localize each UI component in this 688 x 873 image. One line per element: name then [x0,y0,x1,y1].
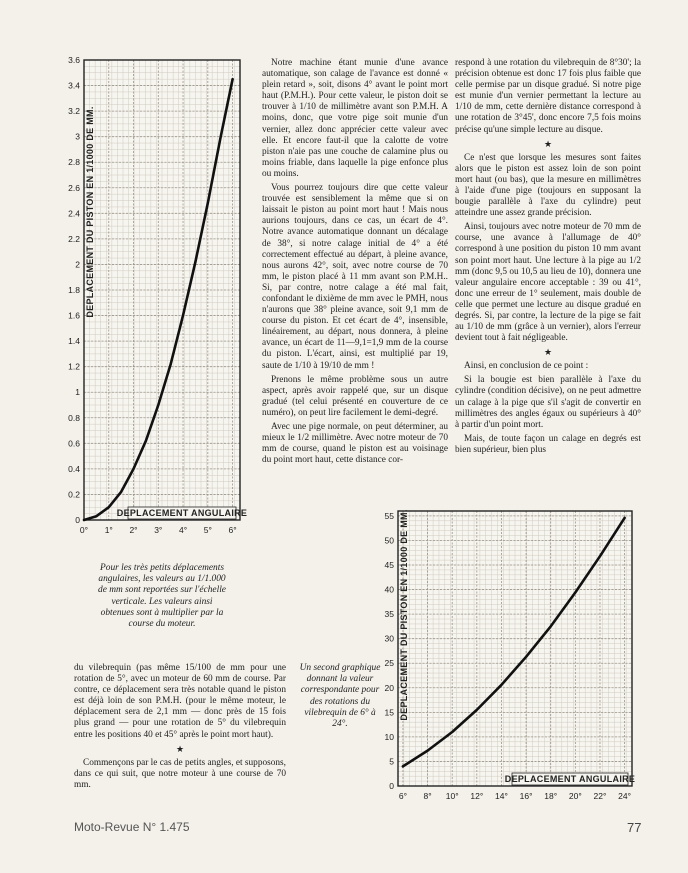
displacement-chart-large-angles [360,505,645,805]
y-tick-label: 3 [75,131,80,142]
x-tick-label: 10° [445,791,459,801]
x-tick-label: 2° [129,525,138,535]
data-point [575,592,577,594]
x-tick-label: 16° [519,791,533,801]
y-tick-label: 5 [389,756,394,767]
article-column-3 [455,58,641,459]
x-tick-label: 20° [568,791,582,801]
y-tick-label: 45 [384,560,394,571]
data-point [624,517,626,519]
paragraph: Ainsi, en conclusion de ce point : [464,361,589,372]
y-axis-label: DEPLACEMENT DU PISTON EN 1/1000 DE MM. [399,509,409,721]
y-tick-label: 2.4 [68,208,80,219]
data-point [195,261,197,263]
y-tick-label: 3.2 [68,106,80,117]
x-tick-label: 4° [178,525,188,535]
x-tick-label: 8° [423,791,432,801]
chart1-caption: Pour les très petits déplacements angulaires, les valeurs au 1/1.000 de mm sont reportées sur l'échelle verticale. Les valeurs ainsi obtenues sont à multiplier par la course du moteur. [98,563,226,630]
x-axis-label: DEPLACEMENT ANGULAIRE [116,508,248,518]
data-point [145,440,147,442]
y-tick-label: 0 [389,781,394,791]
x-tick-label: 24° [618,791,632,801]
paragraph: Commençons par le cas de petits angles, et supposons, dans ce qui suit, que notre moteur à une course de 70 mm. [74,757,286,790]
data-point [207,202,209,204]
article-column-2 [262,58,448,469]
separator-star: ★ [175,743,185,754]
x-tick-label: 0° [79,525,89,535]
y-tick-label: 10 [384,731,394,742]
displacement-chart-small-angles [40,52,255,540]
x-tick-label: 6° [398,791,407,801]
paragraph: Vous pourrez toujours dire que cette valeur trouvée est sensiblement la même que si on laissait le piston au point mort haut ! Mais nous aurions toujours, dans ce cas, un écart de 4°. Notre avance automatique donnant un décalage de 38°, si notre calage initial de 4° a été correctement effectué au départ, à pleine avance, nous aurons 42°, soit, avec notre course de 70 mm, le piston placé à 11 mm avant son P.M.H.. Si, par contre, notre calage a été mal fait, confondant le dixième de mm avec le PMH, nous n'aurons que 38° pleine avance, soit 9,1 mm de course du piston. Et cet écart de 4°, insensible, linéairement, au départ, nous donnera, à pleine avance, un écart de 11—9,1=1,9 mm de la course du piston. L'écart, ainsi, est multiplié par 19, saute de 1/10 à 19/10 de mm ! [262,183,448,371]
x-tick-label: 5° [203,525,212,535]
data-point [219,138,221,140]
y-tick-label: 0.8 [68,412,80,423]
paragraph: Mais, de toute façon un calage en degrés est bien supérieur, bien plus [455,433,641,455]
data-point [108,506,110,508]
x-tick-label: 12° [470,791,484,801]
data-point [451,731,453,733]
x-tick-label: 18° [544,791,558,801]
data-point [83,519,85,521]
y-tick-label: 20 [384,682,394,693]
paragraph: du vilebrequin (pas même 15/100 de mm pour une rotation de 5°, avec un moteur de 60 mm de course. Par contre, ce déplacement sera très notable quand le piston est déjà loin de son P.M.H. (pour le même moteur, le déplacement sera de 2,1 mm — donc près de 15 fois plus grand — pour une rotation de 5° du vilebrequin entre les positions 40 et 45° après le point mort haut). [74,663,286,740]
y-tick-label: 0.6 [68,438,80,449]
y-tick-label: 3.6 [68,55,80,65]
paragraph: Si la bougie est bien parallèle à l'axe du cylindre (condition décisive), on ne peut admettre un calage à la pige que s'il s'agit de convertir en millimètres des angles égaux ou supérieurs à 40° à partir d'un point mort. [455,375,641,430]
data-point [402,766,404,768]
article-column-1 [74,663,286,794]
y-tick-label: 25 [384,658,394,669]
data-point [170,363,172,365]
paragraph: respond à une rotation du vilebrequin de 8°30'; la précision obtenue est donc 17 fois plus faible que celle permise par un disque gradué. Si notre pige est munie d'un vernier permettant la lecture au 1/10 de mm, cette dernière distance correspond à une rotation de 3°45', donc encore 7,5 fois moins précise qu'une simple lecture au disque. [455,58,641,135]
x-tick-label: 14° [495,791,508,801]
y-tick-label: 30 [384,633,394,644]
y-tick-label: 2.2 [68,233,80,244]
y-tick-label: 50 [384,535,394,546]
data-point [232,78,234,80]
y-axis-label: DEPLACEMENT DU PISTON EN 1/1000 DE MM. [85,106,95,318]
x-tick-label: 1° [104,525,113,535]
y-tick-label: 3.4 [68,80,80,91]
paragraph: Ce n'est que lorsque les mesures sont faites alors que le piston est assez loin de son point mort haut (ou bas), que la mesure en millimètres à l'aide d'une pige (toujours en supposant la bougie parallèle à l'axe du cylindre) peut atteindre une assez grande précision. [455,152,641,219]
y-tick-label: 0.2 [68,489,80,500]
data-point [525,656,527,658]
paragraph: Ainsi, toujours avec notre moteur de 70 mm de course, une avance à l'allumage de 40° correspond à une position du piston 10 mm avant son point mort haut. Une lecture à la pige au 1/2 mm (donc 9,5 ou 10,5 au lieu de 10), donnera une valeur angulaire encore acceptable : 39 ou 41°, donc une erreur de 1° seulement, mais double de celle que permet une lecture au disque gradué en degrés. Si, par contre, la lecture de la pige se fait au 1/10 de mm (grâce à un vernier), alors l'erreur devient tout à fait négligeable. [455,222,641,344]
paragraph: Prenons le même problème sous un autre aspect, après avoir rappelé que, sur un disque gradué (tel celui présenté en couverture de ce numéro), on peut lire facilement le demi-degré. [262,374,448,418]
x-tick-label: 3° [154,525,163,535]
y-tick-label: 1.2 [68,361,80,372]
y-tick-label: 0.4 [68,463,80,474]
y-tick-label: 2.6 [68,182,80,193]
data-point [133,468,135,470]
y-tick-label: 1.8 [68,285,80,295]
data-point [96,515,98,517]
data-point [476,709,478,711]
y-tick-label: 1.6 [68,310,80,321]
data-point [157,404,159,406]
magazine-issue: Moto-Revue N° 1.475 [74,820,190,834]
x-tick-label: 22° [593,791,607,801]
data-point [182,315,184,317]
chart2-caption: Un second graphique donnant la valeur correspondante pour des rotations du vilebrequin de 6° à 24°. [299,663,381,730]
y-tick-label: 2.8 [68,157,80,168]
y-tick-label: 1 [75,387,80,398]
x-axis-label: DEPLACEMENT ANGULAIRE [504,774,636,784]
y-tick-label: 35 [384,609,394,620]
y-tick-label: 15 [384,707,394,718]
data-point [120,491,122,493]
y-tick-label: 1.4 [68,336,80,347]
separator-star: ★ [543,138,553,149]
y-tick-label: 0 [75,515,80,525]
page-number: 77 [627,820,642,835]
y-tick-label: 2 [75,259,80,270]
separator-star: ★ [543,347,553,358]
y-tick-label: 55 [384,510,394,521]
paragraph: Avec une pige normale, on peut déterminer, au mieux le 1/2 millimètre. Avec notre moteur de 70 mm de course, quand le piston est au voisinage du point mort haut, cette distance cor- [262,422,448,466]
data-point [599,555,601,557]
paragraph: Notre machine étant munie d'une avance automatique, son calage de l'avance est donné « plein retard », soit, disons 4° avant le point mort haut (P.M.H.). Pour cette valeur, le piston doit se trouver à 1/10 de millimètre avant son P.M.H. A moins, donc, que votre pige soit munie d'un vernier, allez donc apprécier cette valeur avec elle. Et encore faut-il que la calotte de votre piston n'aie pas une couche de calamine plus ou moins friable, dans laquelle la pige enfonce plus ou moins. [262,58,448,179]
data-point [501,684,503,686]
data-point [550,626,552,628]
x-tick-label: 6° [228,525,237,535]
y-tick-label: 40 [384,584,394,595]
data-point [427,750,429,752]
